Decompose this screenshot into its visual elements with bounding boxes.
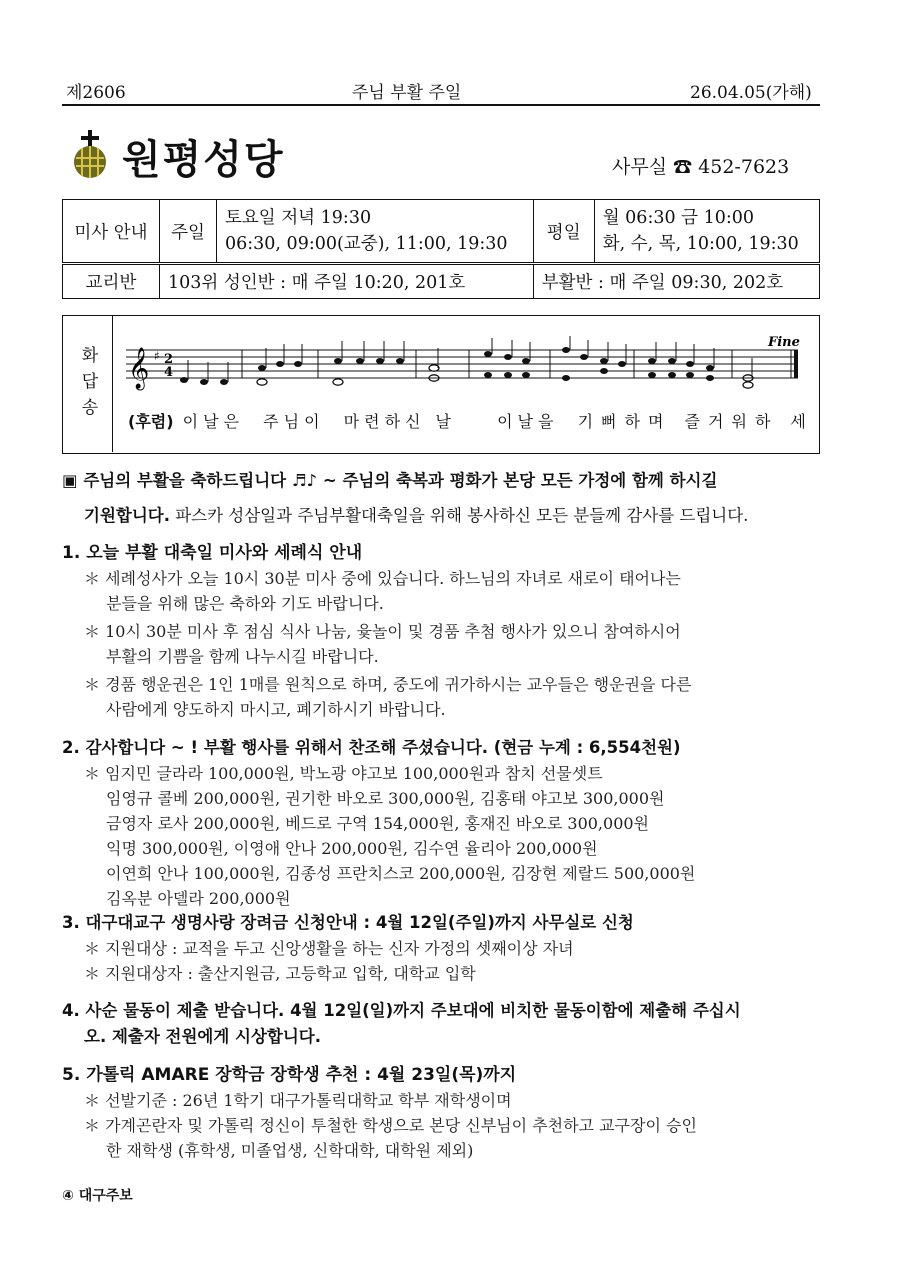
time-sig-top: 2 xyxy=(164,352,174,367)
section-5: 5. 가톨릭 AMARE 장학금 장학생 추천 : 4월 23일(목)까지 ＊ 선발기준 : 26년 1학기 대구가톨릭대학교 학부 재학생이며 ＊ 가계곤란자 및 가톨릭 정신이 투철한 학생으로 본당 신부님이 추천하고 교구장이 승인 한 재학생 (휴학생, 미졸업생, 신학대학, 대학원 제외) xyxy=(62,1062,822,1163)
time-sig-bottom: 4 xyxy=(164,365,174,380)
issue-date: 26.04.05(가해) xyxy=(690,83,812,103)
psalm-lyrics: (후렴) 이날은 주님이 마련하신 날 이날을 기뻐하며 즐거워하 세 xyxy=(128,412,814,431)
treble-clef-icon: 𝄞 xyxy=(128,348,150,389)
music-staff xyxy=(122,330,812,410)
psalm-divider xyxy=(112,315,113,452)
svg-text:♯: ♯ xyxy=(154,349,160,363)
phone-icon: ☎ xyxy=(673,156,693,178)
refrain-label: (후렴) xyxy=(128,412,174,431)
sunday-times: 토요일 저녁 19:30 06:30, 09:00(교중), 11:00, 19:30 xyxy=(217,200,534,264)
office-phone: 452-7623 xyxy=(698,156,790,178)
header-rule xyxy=(62,104,820,106)
section-1: 1. 오늘 부활 대축일 미사와 세례식 안내 ＊ 세례성사가 오늘 10시 30분 미사 중에 있습니다. 하느님의 자녀로 새로이 태어나는 분들을 위해 많은 축하와 기도 바랍니다. ＊ 10시 30분 미사 후 점심 식사 나눔, 윷놀이 및 경품 추첨 행사가 있으니 참여하시어 부활의 기쁨을 함께 나누시길 바랍니다. ＊ 경품 행운권은 1인 1매를 원칙으로 하며, 중도에 귀가하시는 교우들은 행운권을 다른 사람에게 양도하지 마시고, 폐기하시기 바랍니다. xyxy=(62,540,822,722)
office-label: 사무실 xyxy=(612,156,668,178)
church-logo-icon xyxy=(64,128,116,180)
issue-number: 제2606 xyxy=(66,83,126,103)
mass-label: 미사 안내 xyxy=(63,200,160,264)
weekday-label: 평일 xyxy=(533,200,594,264)
office-contact xyxy=(612,152,789,179)
feast-title: 주님 부활 주일 xyxy=(352,83,462,103)
catechism-label: 교리반 xyxy=(63,264,160,299)
church-name: 원평성당 xyxy=(122,137,285,183)
section-3-title: 3. 대구대교구 생명사랑 장려금 신청안내 : 4월 12일(주일)까지 사무실로 신청 xyxy=(62,913,634,932)
catechism-resurrection: 부활반 : 매 주일 09:30, 202호 xyxy=(533,264,819,299)
section-4-title: 4. 사순 물동이 제출 받습니다. 4월 12일(일)까지 주보대에 비치한 물동이함에 제출해 주십시 xyxy=(62,1001,741,1020)
intro-notice: ▣ 주님의 부활을 축하드립니다 ♬♪ ~ 주님의 축복과 평화가 본당 모든 가정에 함께 하시길 기원합니다. 파스카 성삼일과 주님부활대축일을 위해 봉사하신 모든 분들께 감사를 드립니다. xyxy=(62,471,749,525)
page-footer: ④ 대구주보 xyxy=(62,1188,133,1204)
section-3: 3. 대구대교구 생명사랑 장려금 신청안내 : 4월 12일(주일)까지 사무실로 신청 ＊ 지원대상 : 교적을 두고 신앙생활을 하는 신자 가정의 셋째이상 자녀 ＊ 지원대상자 : 출산지원금, 고등학교 입학, 대학교 입학 xyxy=(62,910,822,986)
sunday-label: 주일 xyxy=(160,200,217,264)
catechism-adult: 103위 성인반 : 매 주일 10:20, 201호 xyxy=(160,264,534,299)
section-4: 4. 사순 물동이 제출 받습니다. 4월 12일(일)까지 주보대에 비치한 물동이함에 제출해 주십시 오. 제출자 전원에게 시상합니다. xyxy=(62,998,822,1050)
section-1-title: 1. 오늘 부활 대축일 미사와 세례식 안내 xyxy=(62,543,363,563)
section-2: 2. 감사합니다 ~ ! 부활 행사를 위해서 찬조해 주셨습니다. (현금 누계 : 6,554천원) ＊ 임지민 글라라 100,000원, 박노광 야고보 100,000원과 참치 선물셋트 임영규 콜베 200,000원, 권기한 바오로 300,000원, 김홍태 야고보 300,000원 금영자 로사 200,000원, 베드로 구역 154,000원, 홍재진 바오로 300,000원 익명 300,000원, 이영애 안나 200,000원, 김수연 율리아 200,000원 이연희 안나 100,000원, 김종성 프란치스코 200,000원, 김장현 제랄드 500,000원 김옥분 아델라 200,000원 xyxy=(62,735,822,911)
section-2-title: 2. 감사합니다 ~ ! 부활 행사를 위해서 찬조해 주셨습니다. (현금 누계 : 6,554천원) xyxy=(62,738,681,757)
psalm-label: 화 답 송 xyxy=(81,346,99,418)
mass-schedule-table xyxy=(62,199,820,299)
fine-marking: Fine xyxy=(768,335,800,350)
section-5-title: 5. 가톨릭 AMARE 장학금 장학생 추천 : 4월 23일(목)까지 xyxy=(62,1065,517,1085)
weekday-times: 월 06:30 금 10:00 화, 수, 목, 10:00, 19:30 xyxy=(594,200,819,264)
